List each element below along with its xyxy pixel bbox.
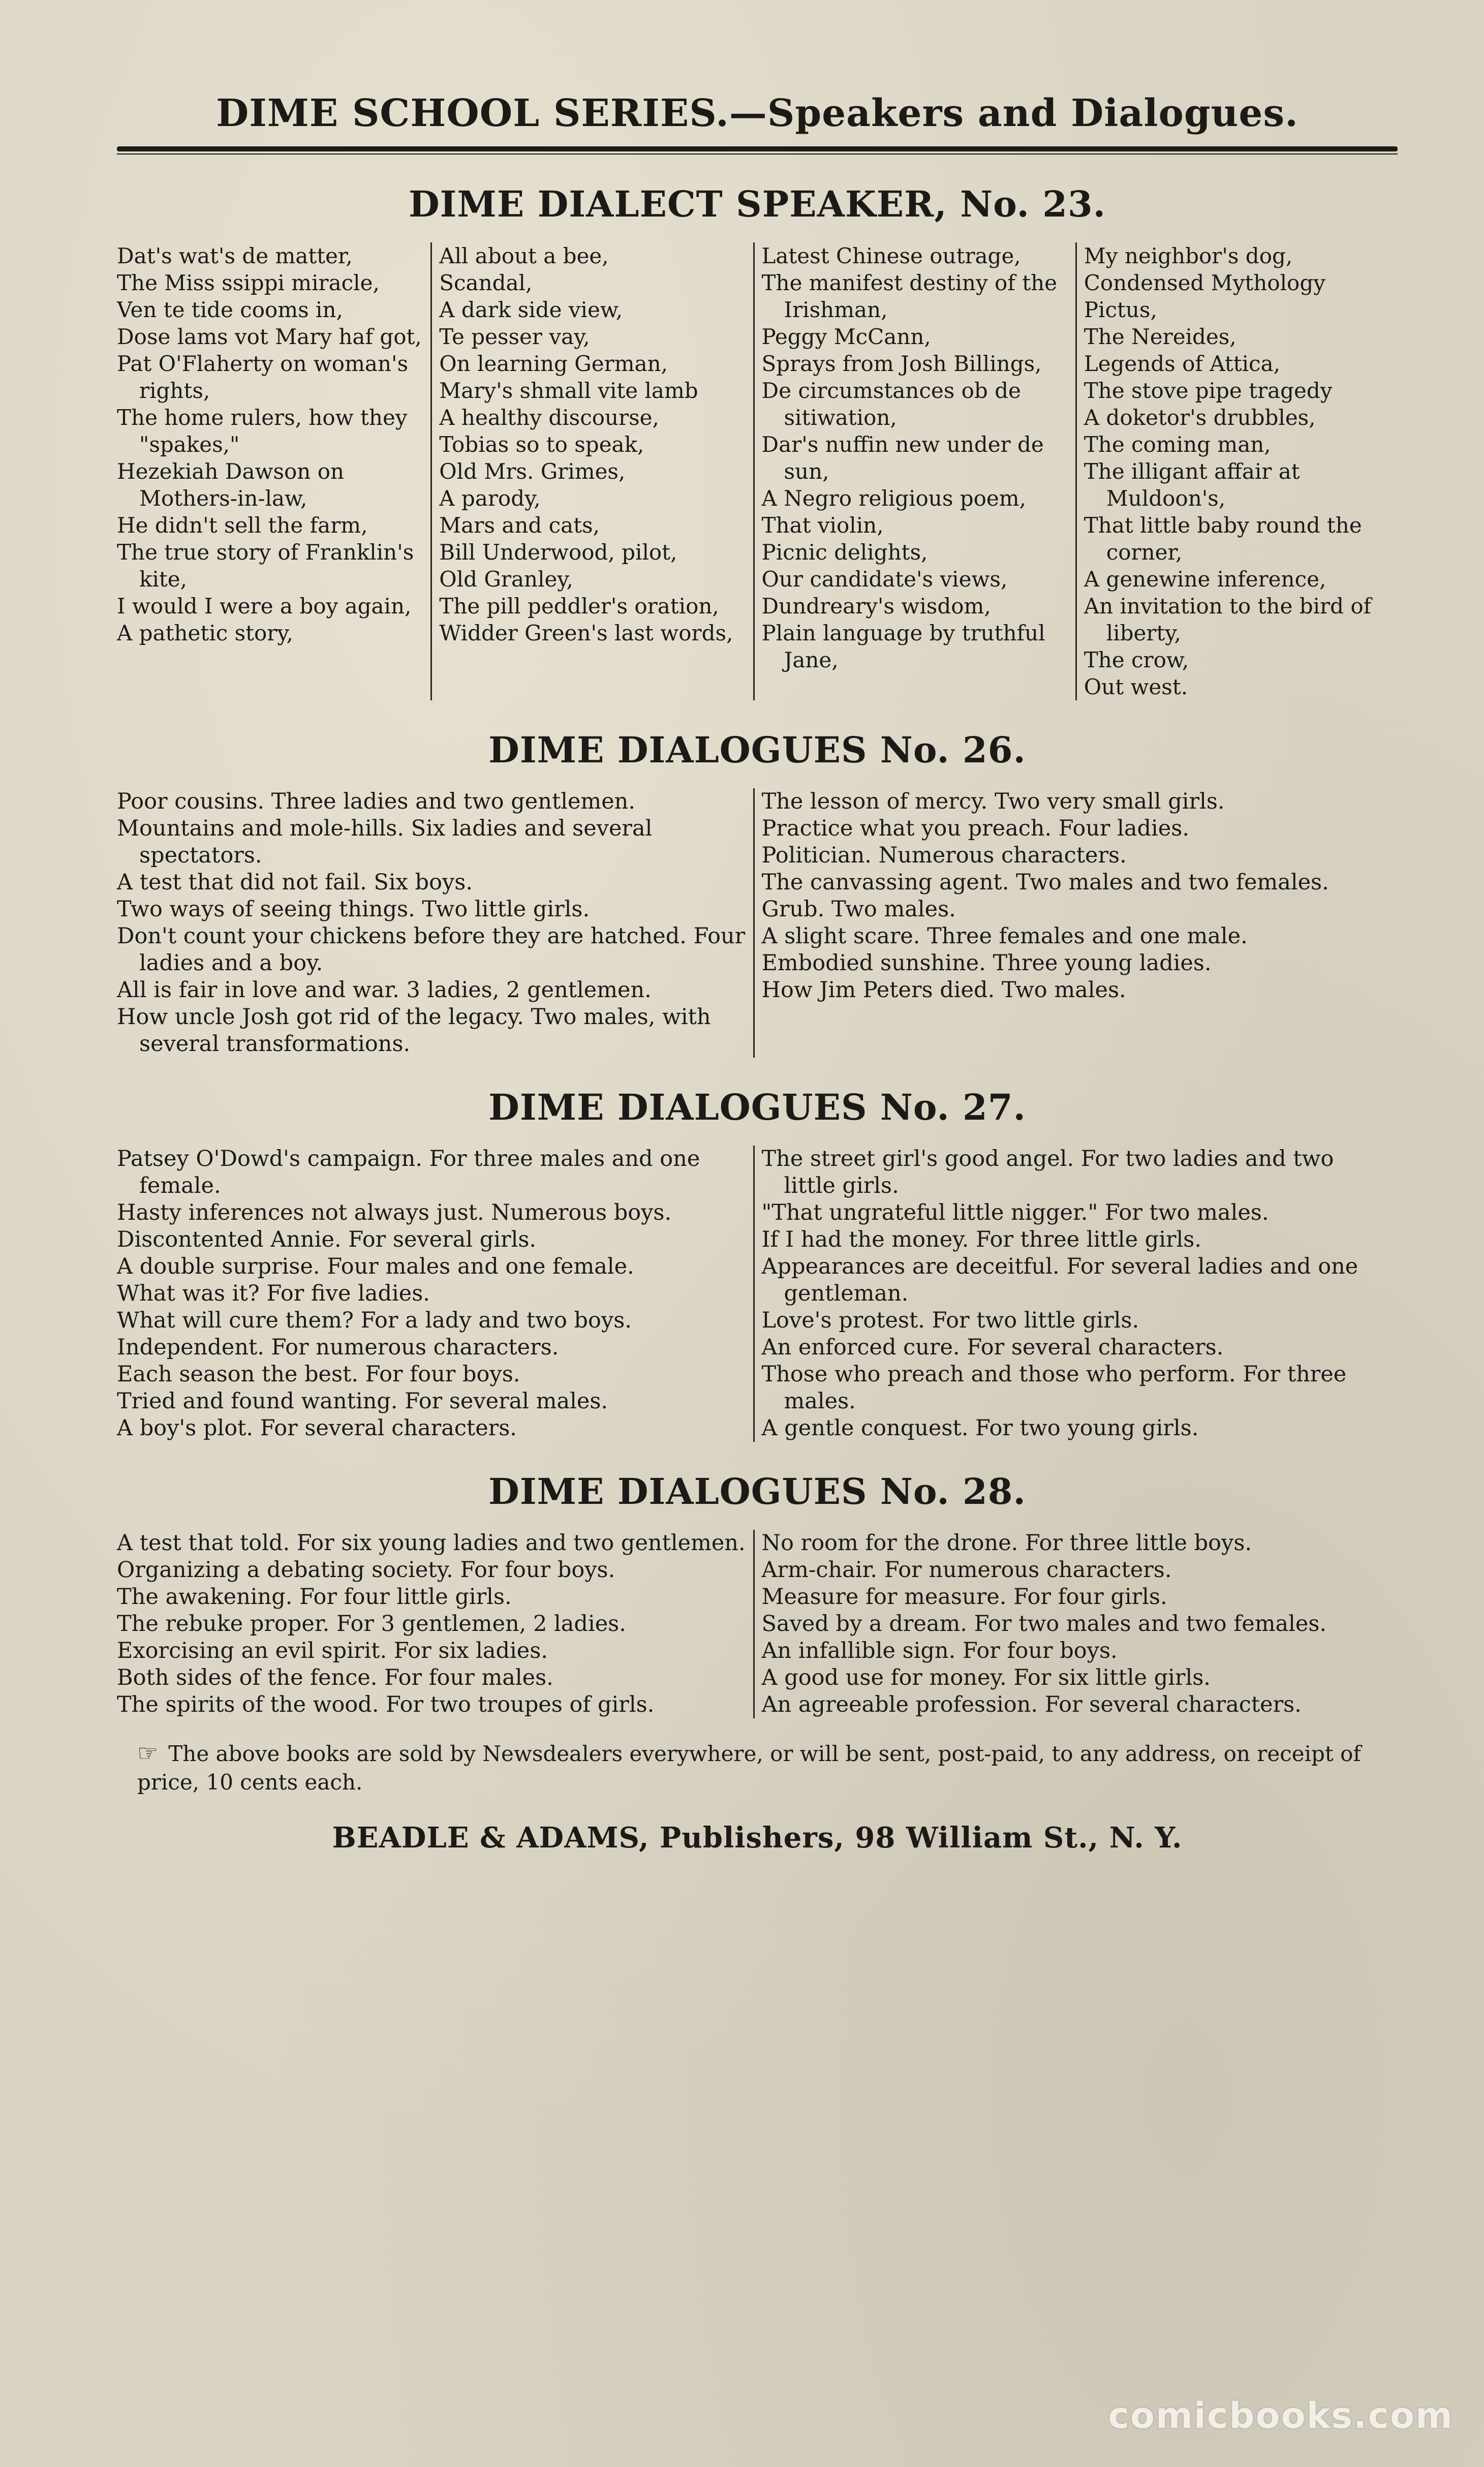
list-item: Te pesser vay, — [439, 324, 590, 349]
list-item: Old Mrs. Grimes, — [439, 459, 626, 484]
header-rule-thin — [117, 153, 1398, 155]
sections-container — [117, 183, 1398, 1718]
list-item: The coming man, — [1084, 432, 1271, 457]
list-item: Pictus, — [1084, 297, 1157, 322]
list-item: All is fair in love and war. 3 ladies, 2 gentlemen. — [117, 977, 652, 1003]
list-item: An invitation to the bird of liberty, — [1084, 594, 1372, 645]
list-item: A dark side view, — [439, 297, 623, 322]
column — [753, 242, 1075, 700]
list-item: Two ways of seeing things. Two little girls. — [117, 897, 590, 922]
list-item: My neighbor's dog, — [1084, 243, 1293, 268]
list-item: An enforced cure. For several characters. — [761, 1335, 1224, 1360]
list-item: Scandal, — [439, 270, 533, 295]
order-note — [117, 1739, 1398, 1797]
list-item: Discontented Annie. For several girls. — [117, 1227, 537, 1252]
list-item: That little baby round the corner, — [1084, 513, 1362, 565]
section-title: DIME DIALOGUES No. 26. — [488, 729, 1026, 771]
list-item: Don't count your chickens before they are hatched. Four ladies and a boy. — [117, 923, 746, 976]
list-item: Measure for measure. For four girls. — [761, 1584, 1167, 1610]
list-item: Tried and found wanting. For several males. — [117, 1389, 608, 1414]
column — [753, 1146, 1398, 1442]
list-item: Peggy McCann, — [761, 324, 931, 349]
list-item: The home rulers, how they "spakes," — [117, 405, 408, 457]
list-item: Condensed Mythology — [1084, 270, 1325, 295]
list-item: He didn't sell the farm, — [117, 513, 368, 538]
list-item: The Nereides, — [1084, 324, 1236, 349]
list-item: Appearances are deceitful. For several ladies and one gentleman. — [761, 1254, 1358, 1306]
list-item: A slight scare. Three females and one male. — [761, 923, 1248, 949]
section-columns — [117, 1146, 1398, 1442]
list-item: What will cure them? For a lady and two boys. — [117, 1308, 632, 1333]
list-item: Dar's nuffin new under de sun, — [761, 432, 1044, 484]
list-item: Picnic delights, — [761, 540, 928, 565]
list-item: Legends of Attica, — [1084, 351, 1280, 376]
list-item: Saved by a dream. For two males and two females. — [761, 1611, 1327, 1637]
list-item: The stove pipe tragedy — [1084, 378, 1333, 403]
list-item: A Negro religious poem, — [761, 486, 1026, 511]
list-item: The canvassing agent. Two males and two females. — [761, 870, 1329, 895]
list-item: Dat's wat's de matter, — [117, 243, 353, 268]
list-item: A test that did not fail. Six boys. — [117, 870, 473, 895]
watermark: comicbooks.com — [1108, 2395, 1454, 2437]
column — [117, 788, 753, 1058]
list-item: A gentle conquest. For two young girls. — [761, 1415, 1199, 1441]
section-title: DIME DIALOGUES No. 27. — [488, 1086, 1026, 1128]
column — [430, 242, 753, 700]
list-item: Dundreary's wisdom, — [761, 594, 991, 619]
list-item: The spirits of the wood. For two troupes of girls. — [117, 1692, 655, 1717]
list-item: Mountains and mole-hills. Six ladies and several spectators. — [117, 816, 653, 868]
list-item: The true story of Franklin's kite, — [117, 540, 414, 592]
list-item: How Jim Peters died. Two males. — [761, 977, 1126, 1003]
list-item: Both sides of the fence. For four males. — [117, 1665, 553, 1690]
column — [753, 1530, 1398, 1718]
list-item: A boy's plot. For several characters. — [117, 1415, 517, 1441]
list-item: Bill Underwood, pilot, — [439, 540, 677, 565]
list-item: Plain language by truthful Jane, — [761, 621, 1045, 672]
list-item: Pat O'Flaherty on woman's rights, — [117, 351, 409, 403]
column — [117, 1146, 753, 1442]
list-item: De circumstances ob de sitiwation, — [761, 378, 1021, 430]
list-item: The manifest destiny of the Irishman, — [761, 270, 1057, 322]
list-item: The street girl's good angel. For two ladies and two little girls. — [761, 1146, 1334, 1198]
list-item: Sprays from Josh Billings, — [761, 351, 1042, 376]
header-rule — [117, 146, 1398, 151]
running-head: DIME SCHOOL SERIES.—Speakers and Dialogues. — [216, 91, 1298, 135]
section-columns — [117, 1530, 1398, 1718]
section-title: DIME DIALECT SPEAKER, No. 23. — [408, 183, 1106, 225]
list-item: A good use for money. For six little girls. — [761, 1665, 1211, 1690]
list-item: The pill peddler's oration, — [439, 594, 719, 619]
list-item: Old Granley, — [439, 567, 573, 592]
publisher-line: BEADLE & ADAMS, Publishers, 98 William St., N. Y. — [332, 1821, 1183, 1855]
list-item: A doketor's drubbles, — [1084, 405, 1316, 430]
list-item: That violin, — [761, 513, 884, 538]
list-item: Latest Chinese outrage, — [761, 243, 1021, 268]
column — [1075, 242, 1398, 700]
list-item: Hasty inferences not always just. Numerous boys. — [117, 1200, 672, 1225]
list-item: If I had the money. For three little girls. — [761, 1227, 1202, 1252]
list-item: The illigant affair at Muldoon's, — [1084, 459, 1300, 511]
list-item: Practice what you preach. Four ladies. — [761, 816, 1189, 841]
list-item: Exorcising an evil spirit. For six ladies. — [117, 1638, 548, 1663]
section-title: DIME DIALOGUES No. 28. — [488, 1470, 1026, 1513]
list-item: An infallible sign. For four boys. — [761, 1638, 1118, 1663]
pointing-hand-icon: ☞ — [137, 1739, 159, 1767]
list-item: The awakening. For four little girls. — [117, 1584, 512, 1610]
list-item: Poor cousins. Three ladies and two gentlemen. — [117, 789, 636, 814]
list-item: The crow, — [1084, 647, 1189, 672]
list-item: Organizing a debating society. For four boys. — [117, 1557, 615, 1583]
list-item: Politician. Numerous characters. — [761, 843, 1127, 868]
list-item: How uncle Josh got rid of the legacy. Two males, with several transformations. — [117, 1004, 711, 1057]
list-item: Mars and cats, — [439, 513, 600, 538]
list-item: A pathetic story, — [117, 621, 293, 645]
column — [117, 242, 430, 700]
list-item: Those who preach and those who perform. For three males. — [761, 1362, 1347, 1414]
list-item: Love's protest. For two little girls. — [761, 1308, 1139, 1333]
order-note-text: The above books are sold by Newsdealers everywhere, or will be sent, post-paid, to any address, on receipt of price, 10 cents each. — [137, 1741, 1361, 1795]
list-item: The rebuke proper. For 3 gentlemen, 2 ladies. — [117, 1611, 626, 1637]
list-item: Patsey O'Dowd's campaign. For three males and one female. — [117, 1146, 700, 1198]
list-item: Arm-chair. For numerous characters. — [761, 1557, 1172, 1583]
list-item: Out west. — [1084, 674, 1188, 699]
list-item: I would I were a boy again, — [117, 594, 412, 619]
list-item: A parody, — [439, 486, 541, 511]
list-item: What was it? For five ladies. — [117, 1281, 430, 1306]
list-item: Grub. Two males. — [761, 897, 956, 922]
list-item: The Miss ssippi miracle, — [117, 270, 380, 295]
page — [117, 86, 1398, 1855]
list-item: Dose lams vot Mary haf got, — [117, 324, 422, 349]
list-item: A genewine inference, — [1084, 567, 1326, 592]
list-item: An agreeable profession. For several characters. — [761, 1692, 1302, 1717]
list-item: Hezekiah Dawson on Mothers-in-law, — [117, 459, 345, 511]
list-item: All about a bee, — [439, 243, 609, 268]
list-item: A test that told. For six young ladies and two gentlemen. — [117, 1530, 746, 1556]
list-item: Widder Green's last words, — [439, 621, 733, 645]
section-columns — [117, 788, 1398, 1058]
column — [117, 1530, 753, 1718]
list-item: Embodied sunshine. Three young ladies. — [761, 950, 1212, 976]
list-item: On learning German, — [439, 351, 668, 376]
list-item: Each season the best. For four boys. — [117, 1362, 520, 1387]
list-item: A healthy discourse, — [439, 405, 659, 430]
list-item: Our candidate's views, — [761, 567, 1008, 592]
column — [753, 788, 1398, 1058]
list-item: Ven te tide cooms in, — [117, 297, 343, 322]
list-item: The lesson of mercy. Two very small girls. — [761, 789, 1225, 814]
list-item: Independent. For numerous characters. — [117, 1335, 559, 1360]
list-item: Tobias so to speak, — [439, 432, 644, 457]
list-item: Mary's shmall vite lamb — [439, 378, 698, 403]
list-item: "That ungrateful little nigger." For two males. — [761, 1200, 1269, 1225]
section-columns — [117, 242, 1398, 700]
list-item: No room for the drone. For three little boys. — [761, 1530, 1252, 1556]
list-item: A double surprise. Four males and one female. — [117, 1254, 634, 1279]
